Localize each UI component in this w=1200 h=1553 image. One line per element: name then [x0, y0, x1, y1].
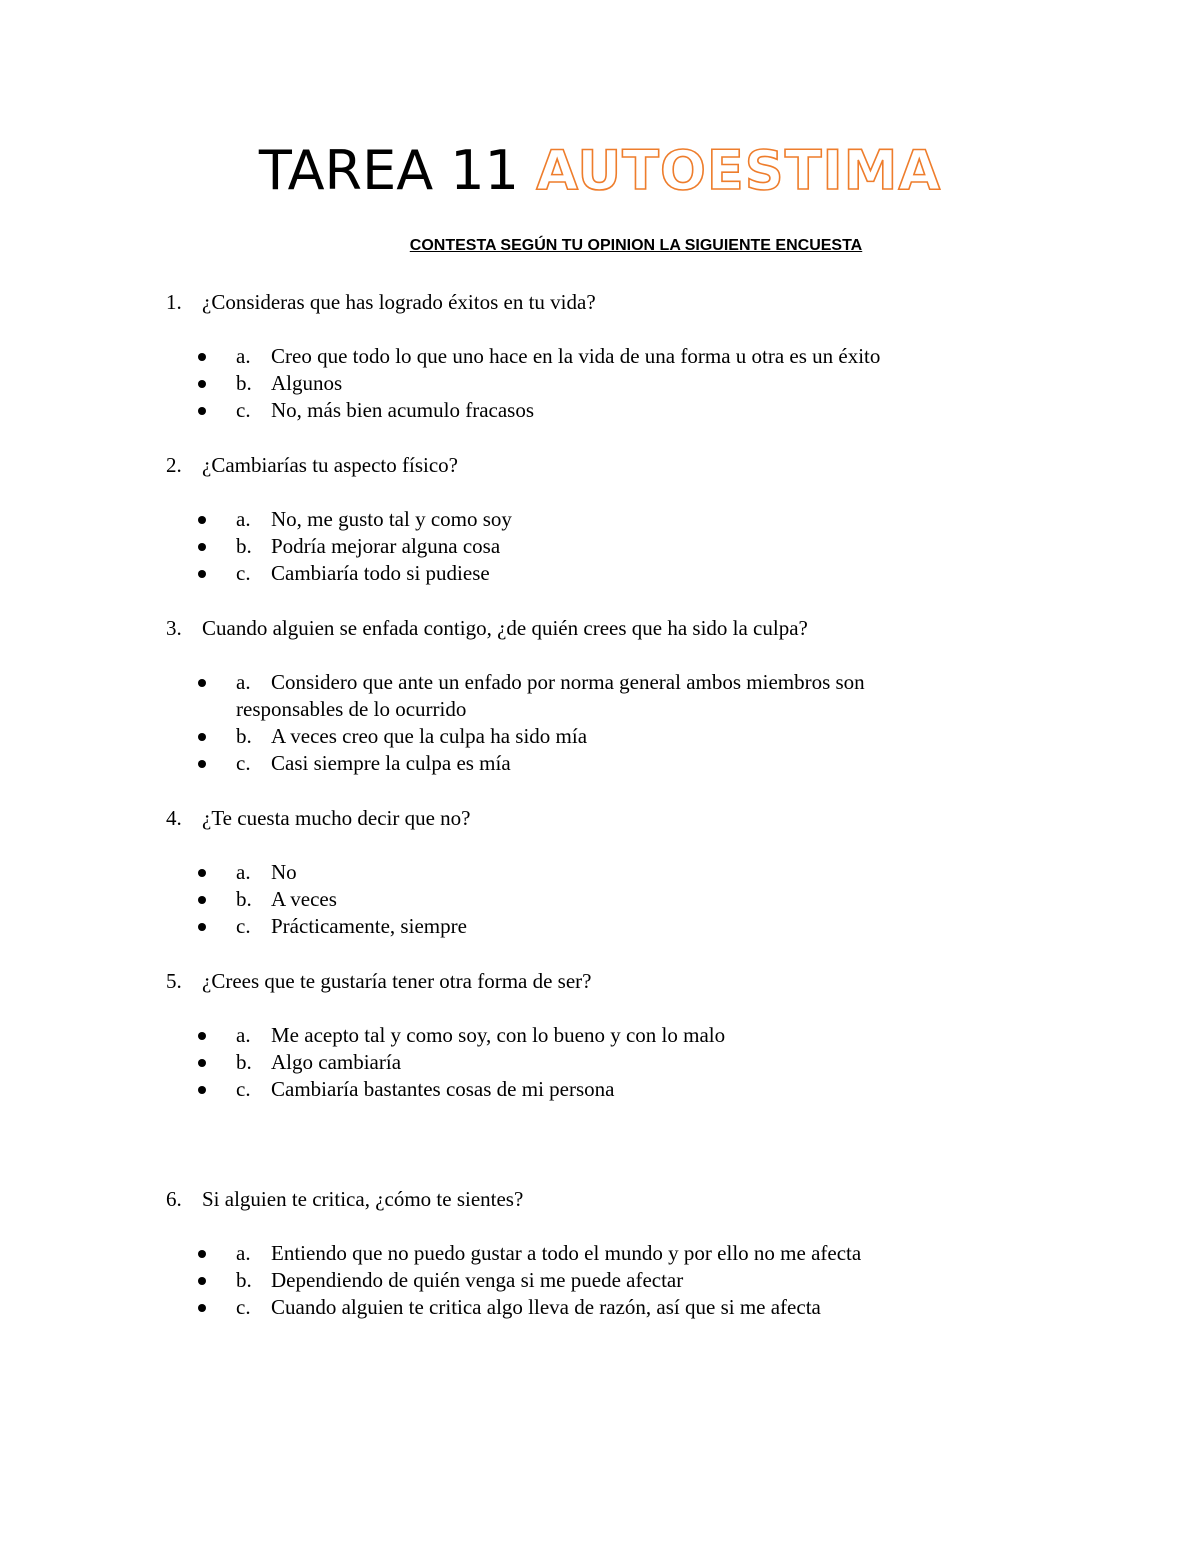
option-text: Podría mejorar alguna cosa [271, 534, 501, 558]
bullet-icon [198, 1304, 206, 1312]
bullet-icon [198, 1277, 206, 1285]
question-6 [0, 1186, 1000, 1321]
option-item [0, 506, 1000, 533]
question-number: 1. [166, 290, 182, 314]
option-text: Dependiendo de quién venga si me puede afectar [271, 1268, 684, 1292]
bullet-icon [198, 516, 206, 524]
question-number: 6. [166, 1187, 182, 1211]
bullet-icon [198, 570, 206, 578]
bullet-icon [198, 679, 206, 687]
option-text: No, me gusto tal y como soy [271, 507, 512, 531]
option-item [0, 859, 1000, 886]
option-letter: b. [236, 724, 252, 748]
survey-instructions: CONTESTA SEGÚN TU OPINION LA SIGUIENTE ENCUESTA [409, 237, 863, 254]
bullet-icon [198, 380, 206, 388]
option-item [0, 913, 1000, 940]
question-5 [0, 968, 1000, 1103]
option-item [0, 1076, 1000, 1103]
option-list [0, 343, 1000, 424]
option-text: Entiendo que no puedo gustar a todo el mundo y por ello no me afecta [271, 1241, 862, 1265]
bullet-icon [198, 760, 206, 768]
bullet-icon [198, 733, 206, 741]
option-letter: c. [236, 398, 251, 422]
bullet-icon [198, 353, 206, 361]
question-2 [0, 452, 1000, 587]
title-prefix: TAREA 11 [258, 139, 520, 202]
question-text: ¿Te cuesta mucho decir que no? [202, 806, 471, 830]
option-text: A veces [271, 887, 337, 911]
option-letter: a. [236, 670, 251, 694]
option-letter: a. [236, 1241, 251, 1265]
option-item [0, 533, 1000, 560]
option-item [0, 370, 1000, 397]
option-text: No [271, 860, 297, 884]
bullet-icon [198, 896, 206, 904]
document-title [0, 136, 1200, 206]
option-letter: c. [236, 1295, 251, 1319]
bullet-icon [198, 1032, 206, 1040]
question-text: Si alguien te critica, ¿cómo te sientes? [202, 1187, 524, 1211]
option-letter: a. [236, 507, 251, 531]
option-letter: a. [236, 860, 251, 884]
option-text: Cuando alguien te critica algo lleva de razón, así que si me afecta [271, 1295, 821, 1319]
option-item [0, 1240, 1000, 1267]
question-text: ¿Crees que te gustaría tener otra forma de ser? [202, 969, 592, 993]
question-number: 4. [166, 806, 182, 830]
option-item [0, 397, 1000, 424]
option-text: A veces creo que la culpa ha sido mía [271, 724, 588, 748]
option-item [0, 1294, 1000, 1321]
question-number: 5. [166, 969, 182, 993]
option-list [0, 669, 1000, 777]
bullet-icon [198, 1086, 206, 1094]
option-letter: c. [236, 751, 251, 775]
question-4 [0, 805, 1000, 940]
option-letter: a. [236, 1023, 251, 1047]
option-text: Algunos [271, 371, 343, 395]
option-item [0, 1267, 1000, 1294]
option-list [0, 1022, 1000, 1103]
option-letter: c. [236, 561, 251, 585]
option-text: Creo que todo lo que uno hace en la vida de una forma u otra es un éxito [271, 344, 881, 368]
option-item [0, 723, 1000, 750]
option-letter: b. [236, 534, 252, 558]
option-text: Algo cambiaría [271, 1050, 402, 1074]
option-list [0, 859, 1000, 940]
option-text: Considero que ante un enfado por norma general ambos miembros son responsables de lo ocurrido [236, 670, 865, 721]
option-text: Cambiaría todo si pudiese [271, 561, 490, 585]
option-list [0, 1240, 1000, 1321]
option-letter: b. [236, 371, 252, 395]
bullet-icon [198, 407, 206, 415]
option-item [0, 886, 1000, 913]
question-text: Cuando alguien se enfada contigo, ¿de quién crees que ha sido la culpa? [202, 616, 808, 640]
bullet-icon [198, 543, 206, 551]
option-text: Cambiaría bastantes cosas de mi persona [271, 1077, 615, 1101]
option-item [0, 750, 1000, 777]
option-text: Casi siempre la culpa es mía [271, 751, 511, 775]
question-number: 2. [166, 453, 182, 477]
option-letter: b. [236, 887, 252, 911]
question-text: ¿Cambiarías tu aspecto físico? [202, 453, 458, 477]
bullet-icon [198, 923, 206, 931]
option-letter: b. [236, 1268, 252, 1292]
question-1 [0, 289, 1000, 424]
option-letter: a. [236, 344, 251, 368]
option-item [0, 669, 1000, 723]
bullet-icon [198, 1250, 206, 1258]
option-item [0, 1022, 1000, 1049]
option-item [0, 560, 1000, 587]
bullet-icon [198, 1059, 206, 1067]
option-letter: b. [236, 1050, 252, 1074]
question-text: ¿Consideras que has logrado éxitos en tu vida? [202, 290, 596, 314]
question-number: 3. [166, 616, 182, 640]
option-item [0, 343, 1000, 370]
option-item [0, 1049, 1000, 1076]
option-letter: c. [236, 1077, 251, 1101]
option-text: Prácticamente, siempre [271, 914, 467, 938]
question-3 [0, 615, 1000, 777]
option-list [0, 506, 1000, 587]
bullet-icon [198, 869, 206, 877]
option-text: Me acepto tal y como soy, con lo bueno y con lo malo [271, 1023, 726, 1047]
title-accent: AUTOESTIMA [536, 139, 942, 202]
option-letter: c. [236, 914, 251, 938]
option-text: No, más bien acumulo fracasos [271, 398, 535, 422]
